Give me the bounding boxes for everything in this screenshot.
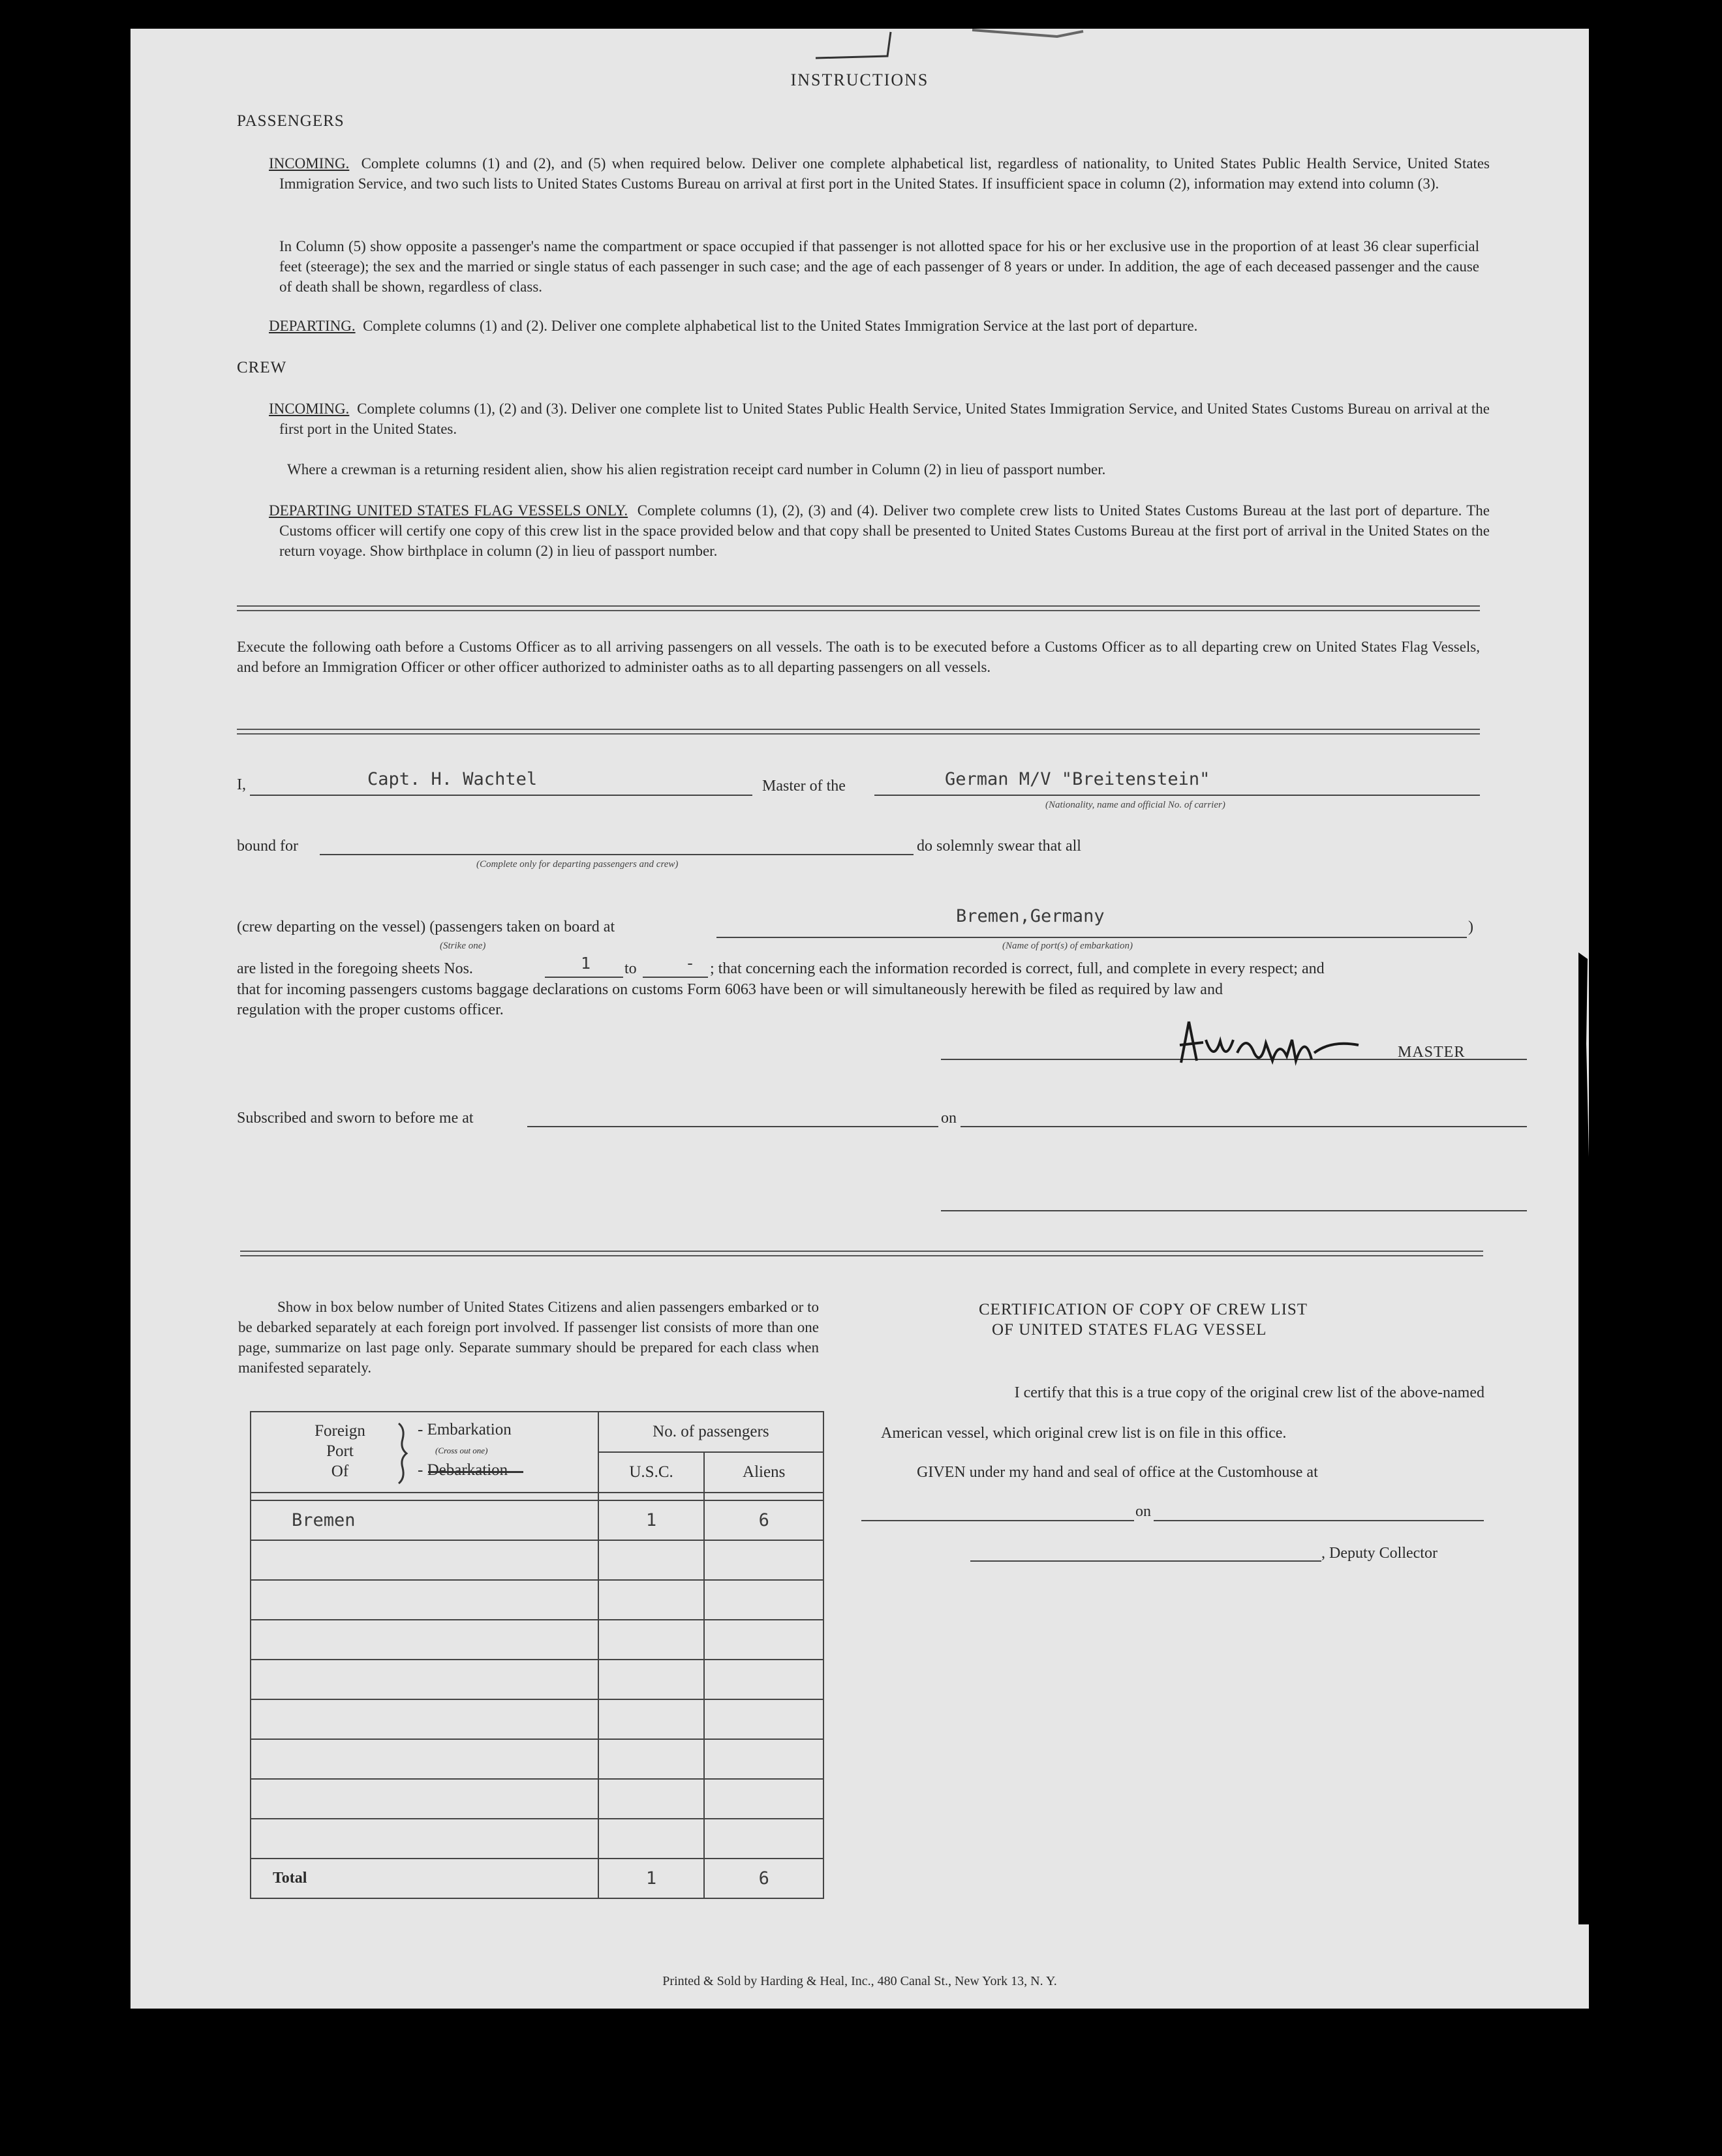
port-cell[interactable] (251, 1580, 598, 1620)
subscribed-place-line[interactable] (527, 1126, 938, 1127)
summary-instructions: Show in box below number of United States Citizens and alien passengers embarked or to be debarked separately at each foreign port involved. If passenger list consists of more than one page, summarize on last page only. Separate summary should be prepared for each class when manifested separately. (238, 1299, 819, 1376)
passengers-incoming-text: Complete columns (1) and (2), and (5) when required below. Deliver one complete alphabetical list, regardless of nationality, to United States Public Health Service, United States Immigration Service, and two such lists to United States Customs Bureau on arrival at first port in the United States. If insufficient space in column (2), information may extend into column (3). (279, 155, 1490, 192)
usc-cell[interactable] (598, 1819, 705, 1859)
deputy-collector-label: , Deputy Collector (1321, 1545, 1438, 1562)
bound-for-label: bound for (237, 838, 298, 855)
of-label: Of (331, 1463, 349, 1480)
usc-cell[interactable]: 1 (598, 1500, 705, 1540)
vessel-line (874, 795, 1480, 796)
usc-header: U.S.C. (598, 1452, 705, 1493)
passengers-incoming-paragraph (269, 153, 1490, 194)
certification-title-line-1: CERTIFICATION OF COPY OF CREW LIST (979, 1301, 1308, 1318)
aliens-cell[interactable] (704, 1540, 823, 1580)
statement-line-3: regulation with the proper customs officer. (237, 1001, 504, 1018)
master-of-label: Master of the (762, 778, 846, 795)
usc-cell[interactable] (598, 1699, 705, 1739)
bound-for-line[interactable] (320, 854, 914, 855)
aliens-cell[interactable] (704, 1779, 823, 1819)
binding-mark (809, 29, 1175, 68)
section-divider (237, 605, 1480, 611)
embarkation-label: - Embarkation (418, 1421, 512, 1438)
master-signature-image (1175, 1014, 1370, 1072)
port-cell[interactable]: Bremen (251, 1500, 598, 1540)
port-cell[interactable] (251, 1699, 598, 1739)
section-divider (237, 729, 1480, 735)
crew-departing-text: Complete columns (1), (2), (3) and (4). Deliver two complete crew lists to United States Customs Bureau at the last port of departure. The Customs officer will certify one copy of this crew list in the space provided below and that copy shall be presented to United States Customs Bureau at the first port of arrival in the United States on the return voyage. Show birthplace in column (2) in lieu of passport number. (279, 502, 1490, 559)
aliens-cell[interactable] (704, 1819, 823, 1859)
aliens-cell[interactable] (704, 1580, 823, 1620)
subscribed-label: Subscribed and sworn to before me at (237, 1110, 474, 1127)
aliens-cell[interactable] (704, 1739, 823, 1779)
listed-label: are listed in the foregoing sheets Nos. (237, 960, 473, 977)
aliens-cell[interactable] (704, 1620, 823, 1660)
swear-label: do solemnly swear that all (917, 838, 1081, 855)
officer-signature-line[interactable] (941, 1210, 1527, 1211)
statement-line-1: ; that concerning each the information recorded is correct, full, and complete in every respect; and (710, 960, 1325, 977)
debarkation-label: - Debarkation (418, 1461, 508, 1479)
total-label: Total (251, 1859, 598, 1898)
master-name-line (250, 795, 752, 796)
total-aliens-cell[interactable]: 6 (704, 1859, 823, 1898)
to-label: to (624, 960, 637, 977)
port-cell[interactable] (251, 1620, 598, 1660)
sworn-on-label: on (941, 1110, 957, 1127)
section-divider (240, 1251, 1483, 1256)
port-label: Port (326, 1442, 354, 1460)
certification-on-label: on (1135, 1503, 1151, 1520)
strike-caption: (Strike one) (440, 941, 486, 951)
aliens-cell[interactable] (704, 1699, 823, 1739)
port-caption: (Name of port(s) of embarkation) (1002, 941, 1133, 951)
sheet-to-field[interactable]: - (685, 954, 696, 973)
crew-incoming-label: INCOMING. (269, 401, 350, 417)
total-usc-cell[interactable]: 1 (598, 1859, 705, 1898)
port-cell[interactable] (251, 1739, 598, 1779)
printer-footer: Printed & Sold by Harding & Heal, Inc., 480 Canal St., New York 13, N. Y. (662, 1974, 1057, 1988)
certification-line-1: I certify that this is a true copy of the original crew list of the above-named (1014, 1384, 1484, 1401)
table-row (251, 1660, 823, 1699)
crew-heading: CREW (237, 359, 287, 376)
passengers-heading: PASSENGERS (237, 112, 345, 130)
passengers-incoming-label: INCOMING. (269, 155, 350, 172)
crew-departing-paragraph (269, 500, 1490, 561)
form-page (131, 29, 1589, 2009)
crew-passengers-label: (crew departing on the vessel) (passengers taken on board at (237, 919, 615, 935)
no-passengers-header: No. of passengers (598, 1412, 823, 1452)
embarkation-port-line (716, 937, 1467, 938)
customhouse-line[interactable] (861, 1520, 1134, 1521)
sheet-to-line (643, 977, 708, 978)
port-cell[interactable] (251, 1660, 598, 1699)
usc-cell[interactable] (598, 1739, 705, 1779)
instructions-title: INSTRUCTIONS (790, 70, 929, 89)
table-row (251, 1819, 823, 1859)
passengers-column5-paragraph: In Column (5) show opposite a passenger's name the compartment or space occupied if that passenger is not allotted space for his or her exclusive use in the proportion of at least 36 clear superficial feet (steerage); the sex and the married or single status of each passenger in such case; and the age of each passenger of 8 years or under. In addition, the age of each deceased passenger and the cause of death shall be shown, regardless of class. (279, 238, 1479, 295)
table-row (251, 1500, 823, 1540)
usc-cell[interactable] (598, 1620, 705, 1660)
ports-table (250, 1411, 824, 1899)
crew-incoming-text: Complete columns (1), (2) and (3). Deliver one complete list to United States Public Health Service, United States Immigration Service, and United States Customs Bureau on arrival at the first port in the United States. (279, 401, 1490, 437)
table-row (251, 1540, 823, 1580)
usc-cell[interactable] (598, 1779, 705, 1819)
usc-cell[interactable] (598, 1660, 705, 1699)
certification-line-3: GIVEN under my hand and seal of office at the Customhouse at (917, 1464, 1318, 1481)
deputy-collector-line[interactable] (970, 1560, 1321, 1562)
passengers-departing-label: DEPARTING. (269, 318, 356, 334)
usc-cell[interactable] (598, 1580, 705, 1620)
debarkation-label-crossed (418, 1461, 508, 1480)
page-edge-tear (1569, 952, 1595, 1931)
bound-for-caption: (Complete only for departing passengers and crew) (476, 859, 679, 870)
crew-departing-label: DEPARTING UNITED STATES FLAG VESSELS ONLY. (269, 502, 628, 519)
foreign-label: Foreign (315, 1422, 365, 1440)
certification-title-line-2: OF UNITED STATES FLAG VESSEL (992, 1321, 1267, 1339)
crew-returning-paragraph: Where a crewman is a returning resident alien, show his alien registration receipt card number in Column (2) in lieu of passport number. (287, 461, 1106, 478)
table-row (251, 1739, 823, 1779)
strikethrough (428, 1471, 523, 1473)
port-cell[interactable] (251, 1540, 598, 1580)
oath-i-label: I, (237, 776, 246, 793)
table-row (251, 1620, 823, 1660)
vessel-field[interactable]: German M/V "Breitenstein" (945, 769, 1210, 789)
close-paren: ) (1468, 919, 1473, 935)
table-row (251, 1699, 823, 1739)
table-row (251, 1779, 823, 1819)
port-cell[interactable] (251, 1779, 598, 1819)
certification-date-line[interactable] (1154, 1520, 1484, 1521)
port-cell[interactable] (251, 1819, 598, 1859)
total-row (251, 1859, 823, 1898)
embarkation-port-field[interactable]: Bremen,Germany (956, 906, 1105, 926)
sheet-from-field[interactable]: 1 (581, 954, 591, 973)
oath-intro-paragraph: Execute the following oath before a Customs Officer as to all arriving passengers on all vessels. The oath is to be executed before a Customs Officer as to all departing crew on United States Flag Vessels, and before an Immigration Officer or other officer authorized to administer oaths as to all departing passengers on all vessels. (237, 639, 1480, 675)
aliens-header: Aliens (704, 1452, 823, 1493)
master-name-field[interactable]: Capt. H. Wachtel (367, 769, 538, 789)
sworn-date-line[interactable] (961, 1126, 1527, 1127)
table-row (251, 1580, 823, 1620)
aliens-cell[interactable]: 6 (704, 1500, 823, 1540)
certification-line-2: American vessel, which original crew list is on file in this office. (881, 1425, 1287, 1442)
brace-icon (396, 1422, 412, 1485)
crew-incoming-paragraph (269, 399, 1490, 439)
passengers-departing-paragraph (269, 316, 1479, 336)
vessel-caption: (Nationality, name and official No. of carrier) (1045, 800, 1225, 810)
cross-out-label: (Cross out one) (435, 1446, 488, 1455)
aliens-cell[interactable] (704, 1660, 823, 1699)
usc-cell[interactable] (598, 1540, 705, 1580)
passengers-departing-text: Complete columns (1) and (2). Deliver one complete alphabetical list to the United States Immigration Service at the last port of departure. (363, 318, 1198, 334)
master-label: MASTER (1398, 1044, 1466, 1061)
sheet-from-line (545, 977, 623, 978)
foreign-port-header (251, 1412, 598, 1493)
statement-line-2: that for incoming passengers customs baggage declarations on customs Form 6063 have been or will simultaneously herewith be filed as required by law and (237, 981, 1223, 998)
